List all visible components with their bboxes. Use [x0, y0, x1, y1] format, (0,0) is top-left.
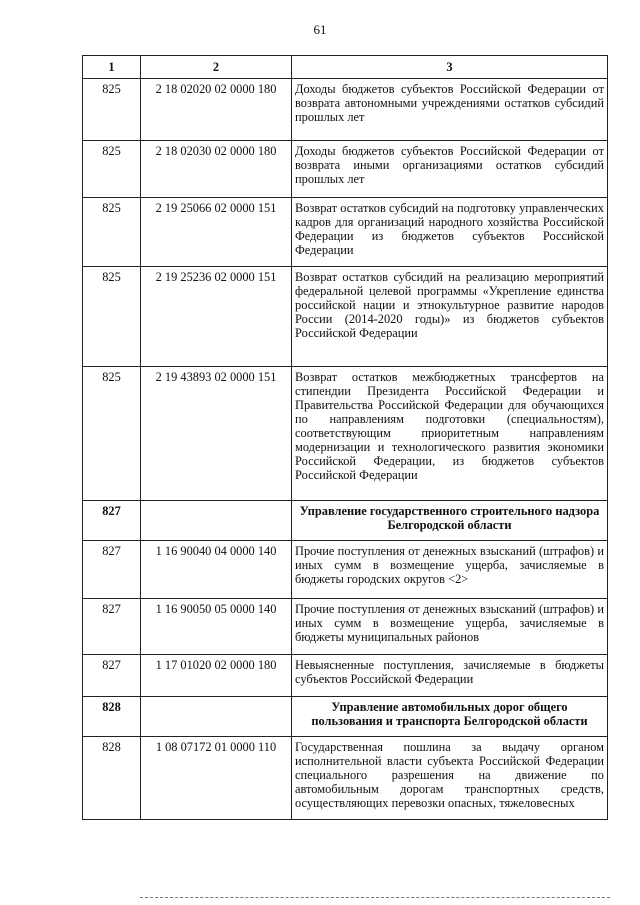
budget-code-cell: 1 17 01020 02 0000 180 [141, 655, 292, 697]
table-row [83, 541, 608, 599]
table-section-row [83, 697, 608, 737]
budget-code-cell: 2 19 25066 02 0000 151 [141, 198, 292, 267]
table-row [83, 599, 608, 655]
admin-code-cell: 825 [83, 141, 141, 198]
admin-code-cell: 827 [83, 501, 141, 541]
budget-code-cell: 1 16 90050 05 0000 140 [141, 599, 292, 655]
income-name-cell: Невыясненные поступления, зачисляемые в бюджеты субъектов Российской Федерации [292, 655, 608, 697]
income-name-cell: Возврат остатков межбюджетных трансфертов на стипендии Президента Российской Федерации и Правительства Российской Федерации для обучающихся по направлениям подготовки (специальностям), соответствующим приоритетным направлениям модернизации и технологического развития экономики Российской Федерации, из бюджетов субъектов Российской Федерации [292, 367, 608, 501]
section-title-cell: Управление автомобильных дорог общего пользования и транспорта Белгородской области [292, 697, 608, 737]
budget-code-cell [141, 697, 292, 737]
budget-code-cell: 2 18 02020 02 0000 180 [141, 79, 292, 141]
column-header-2: 2 [141, 56, 292, 79]
admin-code-cell: 825 [83, 367, 141, 501]
admin-code-cell: 827 [83, 599, 141, 655]
page-bottom-edge [140, 897, 610, 898]
table-section-row [83, 501, 608, 541]
admin-code-cell: 825 [83, 267, 141, 367]
table-row [83, 267, 608, 367]
income-name-cell: Возврат остатков субсидий на подготовку управленческих кадров для организаций народного хозяйства Российской Федерации из бюджетов субъектов Российской Федерации [292, 198, 608, 267]
table-row [83, 367, 608, 501]
admin-code-cell: 825 [83, 198, 141, 267]
budget-code-cell: 2 18 02030 02 0000 180 [141, 141, 292, 198]
budget-code-cell: 2 19 25236 02 0000 151 [141, 267, 292, 367]
income-name-cell: Возврат остатков субсидий на реализацию мероприятий федеральной целевой программы «Укрепление единства российской нации и этнокультурное развитие народов России (2014-2020 годы)» из бюджетов субъектов Российской Федерации [292, 267, 608, 367]
budget-code-cell: 1 16 90040 04 0000 140 [141, 541, 292, 599]
table-row [83, 737, 608, 820]
column-header-3: 3 [292, 56, 608, 79]
table-header-row [83, 56, 608, 79]
admin-code-cell: 825 [83, 79, 141, 141]
table-row [83, 198, 608, 267]
table-row [83, 141, 608, 198]
income-name-cell: Прочие поступления от денежных взысканий (штрафов) и иных сумм в возмещение ущерба, зачисляемые в бюджеты муниципальных районов [292, 599, 608, 655]
table-row [83, 79, 608, 141]
income-codes-table [82, 55, 608, 820]
admin-code-cell: 827 [83, 541, 141, 599]
budget-code-cell: 2 19 43893 02 0000 151 [141, 367, 292, 501]
page-number: 61 [313, 22, 327, 37]
budget-code-cell: 1 08 07172 01 0000 110 [141, 737, 292, 820]
table-body [83, 79, 608, 820]
income-name-cell: Доходы бюджетов субъектов Российской Федерации от возврата иными организациями остатков субсидий прошлых лет [292, 141, 608, 198]
section-title-cell: Управление государственного строительного надзора Белгородской области [292, 501, 608, 541]
admin-code-cell: 828 [83, 737, 141, 820]
income-name-cell: Государственная пошлина за выдачу органом исполнительной власти субъекта Российской Федерации специального разрешения на движение по автомобильным дорогам транспортных средств, осуществляющих перевозки опасных, тяжеловесных [292, 737, 608, 820]
budget-code-cell [141, 501, 292, 541]
table-row [83, 655, 608, 697]
income-name-cell: Доходы бюджетов субъектов Российской Федерации от возврата автономными учреждениями остатков субсидий прошлых лет [292, 79, 608, 141]
column-header-1: 1 [83, 56, 141, 79]
admin-code-cell: 827 [83, 655, 141, 697]
income-name-cell: Прочие поступления от денежных взысканий (штрафов) и иных сумм в возмещение ущерба, зачисляемые в бюджеты городских округов <2> [292, 541, 608, 599]
admin-code-cell: 828 [83, 697, 141, 737]
